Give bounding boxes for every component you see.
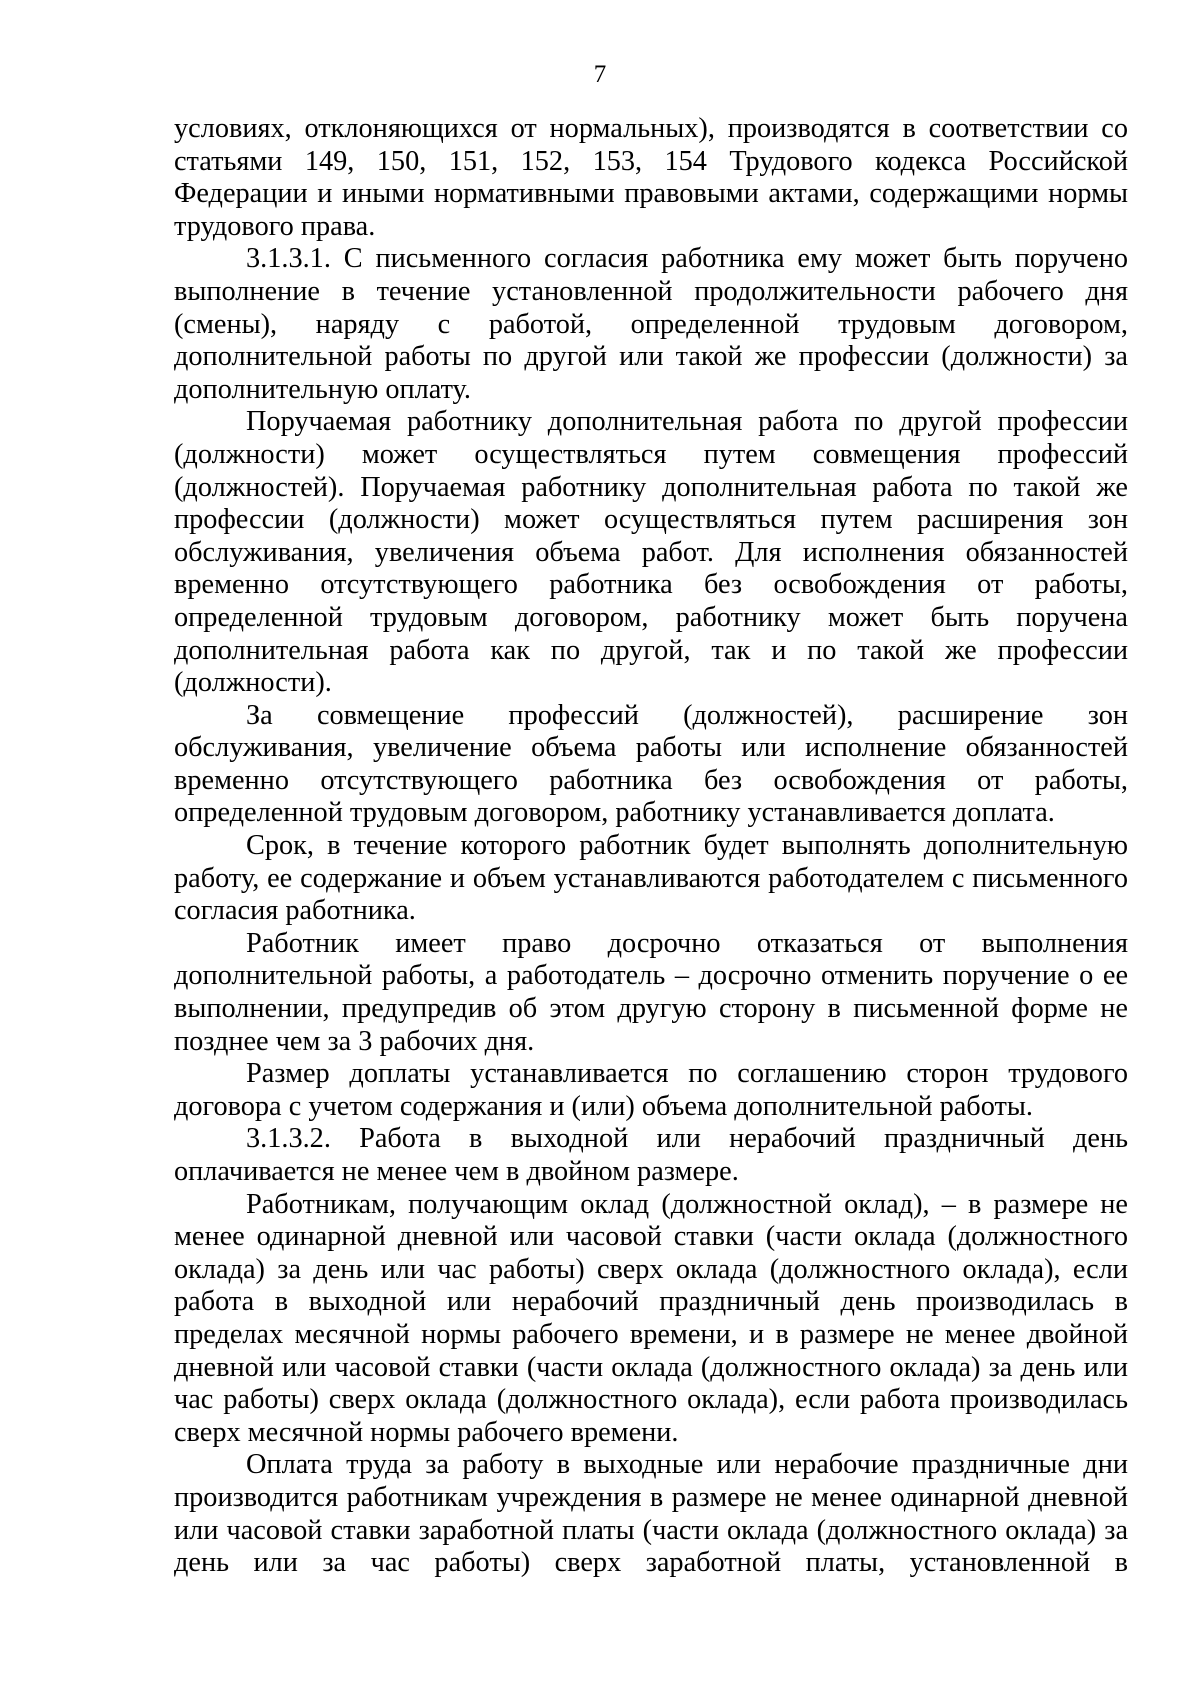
- paragraph-term: Срок, в течение которого работник будет выполнять дополнительную работу, ее содержание и объем устанавливаются работодателем с письменного согласия работника.: [174, 830, 1128, 927]
- paragraph-3-1-3-2: 3.1.3.2. Работа в выходной или нерабочий праздничный день оплачивается не менее чем в двойном размере.: [174, 1123, 1128, 1187]
- paragraph-surcharge-size: Размер доплаты устанавливается по соглашению сторон трудового договора с учетом содержания и (или) объема дополнительной работы.: [174, 1058, 1128, 1122]
- paragraph-holiday-pay: Оплата труда за работу в выходные или нерабочие праздничные дни производится работникам учреждения в размере не менее одинарной дневной или часовой ставки заработной платы (части оклада (должностного оклада) за день или за час работы) сверх заработной платы, установленной в: [174, 1449, 1128, 1579]
- paragraph-combination-pay: За совмещение профессий (должностей), расширение зон обслуживания, увеличение объема работы или исполнение обязанностей временно отсутствующего работника без освобождения от работы, определенной трудовым договором, работнику устанавливается доплата.: [174, 699, 1128, 829]
- document-body: [174, 113, 1128, 1580]
- paragraph-additional-work: Поручаемая работнику дополнительная работа по другой профессии (должности) может осуществляться путем совмещения профессий (должностей). Поручаемая работнику дополнительная работа по такой же профессии (должности) может осуществляться путем расширения зон обслуживания, увеличения объема работ. Для исполнения обязанностей временно отсутствующего работника без освобождения от работы, определенной трудовым договором, работнику может быть поручена дополнительная работа как по другой, так и по такой же профессии (должности).: [174, 406, 1128, 699]
- paragraph-early-refusal: Работник имеет право досрочно отказаться от выполнения дополнительной работы, а работодатель – досрочно отменить поручение о ее выполнении, предупредив об этом другую сторону в письменной форме не позднее чем за 3 рабочих дня.: [174, 927, 1128, 1057]
- paragraph-3-1-3-1: 3.1.3.1. С письменного согласия работника ему может быть поручено выполнение в течение установленной продолжительности рабочего дня (смены), наряду с работой, определенной трудовым договором, дополнительной работы по другой или такой же профессии (должности) за дополнительную оплату.: [174, 243, 1128, 405]
- paragraph-salaried-workers: Работникам, получающим оклад (должностной оклад), – в размере не менее одинарной дневной или часовой ставки (части оклада (должностного оклада) за день или час работы) сверх оклада (должностного оклада), если работа в выходной или нерабочий праздничный день производилась в пределах месячной нормы рабочего времени, и в размере не менее двойной дневной или часовой ставки (части оклада (должностного оклада) за день или час работы) сверх оклада (должностного оклада), если работа производилась сверх месячной нормы рабочего времени.: [174, 1188, 1128, 1448]
- paragraph-continuation: условиях, отклоняющихся от нормальных), производятся в соответствии со статьями 149, 150, 151, 152, 153, 154 Трудового кодекса Российской Федерации и иными нормативными правовыми актами, содержащими нормы трудового права.: [174, 113, 1128, 242]
- page-number: 7: [593, 61, 607, 88]
